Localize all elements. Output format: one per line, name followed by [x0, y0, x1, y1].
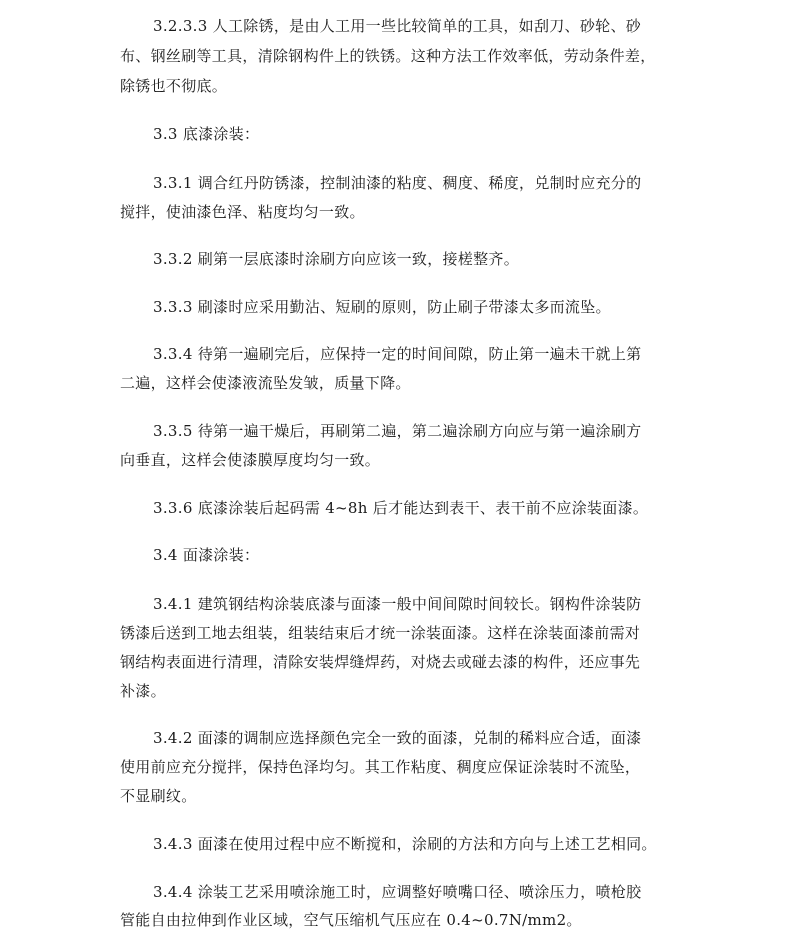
paragraph-3-4-1-line-2: 锈漆后送到工地去组装，组装结束后才统一涂装面漆。这样在涂装面漆前需对 [120, 624, 641, 642]
paragraph-3-3-3: 3.3.3 刷漆时应采用勤沾、短刷的原则，防止刷子带漆太多而流坠。 [153, 298, 611, 316]
paragraph-3-2-3-3-line-2: 布、钢丝刷等工具，清除钢构件上的铁锈。这种方法工作效率低，劳动条件差， [120, 47, 656, 65]
paragraph-3-3-6: 3.3.6 底漆涂装后起码需 4~8h 后才能达到表干、表干前不应涂装面漆。 [153, 499, 649, 517]
paragraph-3-4-1-line-4: 补漆。 [120, 682, 166, 700]
paragraph-3-3-5-line-1: 3.3.5 待第一遍干燥后，再刷第二遍，第二遍涂刷方向应与第一遍涂刷方 [153, 422, 642, 440]
paragraph-3-4-2-line-3: 不显刷纹。 [120, 787, 197, 805]
paragraph-3-2-3-3-line-1: 3.2.3.3 人工除锈，是由人工用一些比较简单的工具，如刮刀、砂轮、砂 [153, 17, 642, 35]
paragraph-3-4-1-line-3: 钢结构表面进行清理，清除安装焊缝焊药，对烧去或碰去漆的构件，还应事先 [120, 653, 641, 671]
paragraph-3-4-4-line-2: 管能自由拉伸到作业区域，空气压缩机气压应在 0.4~0.7N/mm2。 [120, 911, 582, 929]
paragraph-3-4-2-line-2: 使用前应充分搅拌，保持色泽均匀。其工作粘度、稠度应保证涂装时不流坠， [120, 758, 641, 776]
paragraph-3-3-1-line-1: 3.3.1 调合红丹防锈漆，控制油漆的粘度、稠度、稀度，兑制时应充分的 [153, 174, 642, 192]
paragraph-3-4-1-line-1: 3.4.1 建筑钢结构涂装底漆与面漆一般中间间隙时间较长。钢构件涂装防 [153, 595, 642, 613]
paragraph-3-4-4-line-1: 3.4.4 涂装工艺采用喷涂施工时，应调整好喷嘴口径、喷涂压力，喷枪胶 [153, 883, 642, 901]
heading-3-3: 3.3 底漆涂装： [153, 125, 260, 143]
heading-3-4: 3.4 面漆涂装： [153, 546, 260, 564]
paragraph-3-3-5-line-2: 向垂直，这样会使漆膜厚度均匀一致。 [120, 451, 381, 469]
paragraph-3-4-2-line-1: 3.4.2 面漆的调制应选择颜色完全一致的面漆，兑制的稀料应合适，面漆 [153, 729, 642, 747]
paragraph-3-4-3: 3.4.3 面漆在使用过程中应不断搅和，涂刷的方法和方向与上述工艺相同。 [153, 835, 657, 853]
paragraph-3-3-2: 3.3.2 刷第一层底漆时涂刷方向应该一致，接槎整齐。 [153, 250, 520, 268]
paragraph-3-3-4-line-1: 3.3.4 待第一遍刷完后，应保持一定的时间间隙，防止第一遍未干就上第 [153, 345, 642, 363]
paragraph-3-3-1-line-2: 搅拌，使油漆色泽、粘度均匀一致。 [120, 203, 365, 221]
paragraph-3-3-4-line-2: 二遍，这样会使漆液流坠发皱，质量下降。 [120, 374, 411, 392]
paragraph-3-2-3-3-line-3: 除锈也不彻底。 [120, 77, 228, 95]
